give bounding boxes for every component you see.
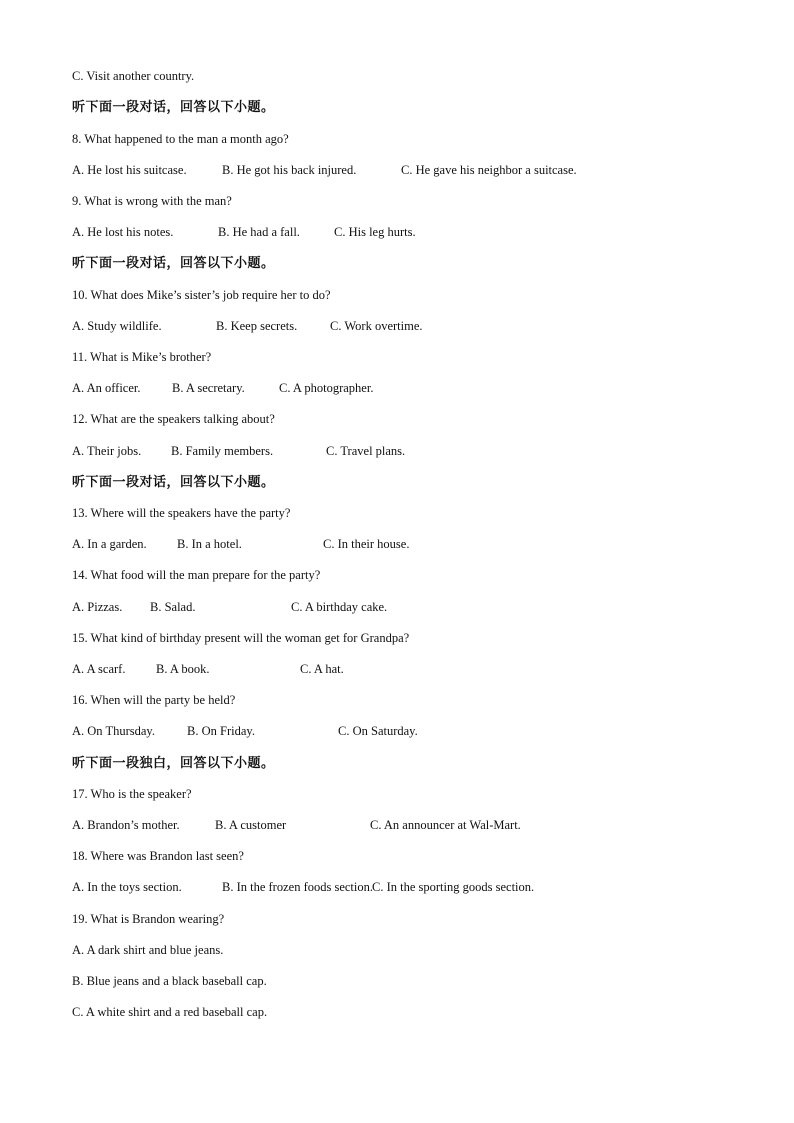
answer-option: B. A secretary. — [172, 381, 245, 395]
question-text: 8. What happened to the man a month ago? — [72, 132, 289, 146]
question-text: 10. What does Mike’s sister’s job require her to do? — [72, 288, 331, 302]
answer-option: B. In a hotel. — [177, 537, 242, 551]
answer-option: A. In a garden. — [72, 537, 147, 551]
question-text: 17. Who is the speaker? — [72, 787, 192, 801]
question-text: 19. What is Brandon wearing? — [72, 912, 225, 926]
question-text: B. Blue jeans and a black baseball cap. — [72, 974, 267, 988]
question-text: 14. What food will the man prepare for the party? — [72, 568, 321, 582]
answer-option: A. A scarf. — [72, 662, 126, 676]
answer-option: C. A photographer. — [279, 381, 374, 395]
answer-option: B. He got his back injured. — [222, 163, 357, 177]
section-instruction: 听下面一段独白，回答以下小题。 — [72, 755, 275, 770]
answer-option: C. A birthday cake. — [291, 600, 388, 614]
section-instruction: 听下面一段对话，回答以下小题。 — [72, 474, 275, 489]
answer-option: B. On Friday. — [187, 724, 255, 738]
answer-option: C. In their house. — [323, 537, 410, 551]
answer-option: C. Travel plans. — [326, 444, 406, 458]
section-instruction: 听下面一段对话，回答以下小题。 — [72, 99, 275, 114]
question-text: C. A white shirt and a red baseball cap. — [72, 1005, 268, 1019]
question-text: 15. What kind of birthday present will the woman get for Grandpa? — [72, 631, 410, 645]
question-text: A. A dark shirt and blue jeans. — [72, 943, 224, 957]
answer-option: B. A customer — [215, 818, 287, 832]
answer-option: B. Family members. — [171, 444, 274, 458]
answer-option: C. His leg hurts. — [334, 225, 416, 239]
question-text: 18. Where was Brandon last seen? — [72, 849, 244, 863]
answer-option: A. In the toys section. — [72, 880, 182, 894]
answer-option: C. A hat. — [300, 662, 344, 676]
section-instruction: 听下面一段对话，回答以下小题。 — [72, 255, 275, 270]
answer-option: A. He lost his notes. — [72, 225, 174, 239]
answer-option: A. Brandon’s mother. — [72, 818, 180, 832]
answer-option: B. He had a fall. — [218, 225, 300, 239]
answer-option: A. Study wildlife. — [72, 319, 162, 333]
answer-option: A. He lost his suitcase. — [72, 163, 187, 177]
question-text: 12. What are the speakers talking about? — [72, 412, 275, 426]
question-text: 13. Where will the speakers have the party? — [72, 506, 291, 520]
answer-option: C. In the sporting goods section. — [372, 880, 535, 894]
answer-option: A. An officer. — [72, 381, 141, 395]
answer-option: B. Salad. — [150, 600, 196, 614]
answer-option: B. In the frozen foods section. — [222, 880, 374, 894]
answer-option: C. An announcer at Wal-Mart. — [370, 818, 521, 832]
answer-option: B. Keep secrets. — [216, 319, 298, 333]
question-text: 9. What is wrong with the man? — [72, 194, 232, 208]
question-text: 16. When will the party be held? — [72, 693, 236, 707]
answer-option: B. A book. — [156, 662, 210, 676]
answer-option: A. Their jobs. — [72, 444, 142, 458]
answer-option: C. He gave his neighbor a suitcase. — [401, 163, 577, 177]
question-text: C. Visit another country. — [72, 69, 195, 83]
question-text: 11. What is Mike’s brother? — [72, 350, 212, 364]
answer-option: C. On Saturday. — [338, 724, 418, 738]
answer-option: A. Pizzas. — [72, 600, 123, 614]
answer-option: A. On Thursday. — [72, 724, 155, 738]
answer-option: C. Work overtime. — [330, 319, 423, 333]
